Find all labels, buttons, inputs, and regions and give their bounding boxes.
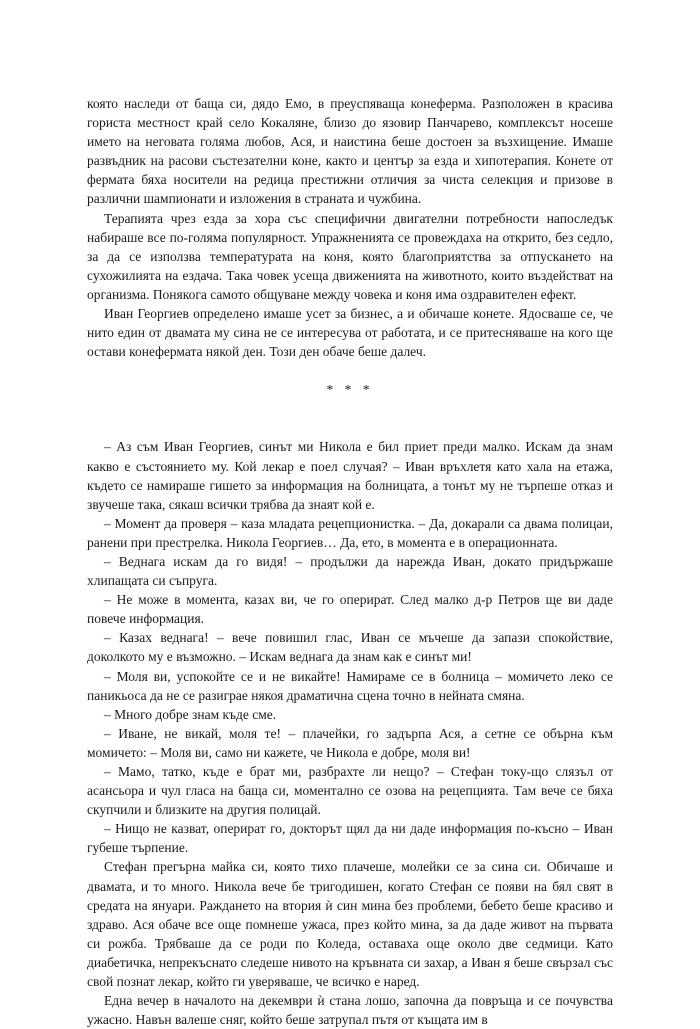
paragraph: която наследи от баща си, дядо Емо, в преуспяваща конеферма. Разположен в красива гориста местност край село Кокаляне, близо до язовир Панчарево, комплексът носеше името на неговата голяма любов, Ася, и наистина беше достоен за възхищение. Имаше развъдник на расови състезателни коне, както и център за езда и хипотерапия. Конете от фермата бяха носители на редица престижни отличия за чиста селекция и призове в различни шампионати и изложения в страната и чужбина.: [87, 96, 613, 207]
paragraph: – Моля ви, успокойте се и не викайте! Намираме се в болница – момичето леко се паникьоса да не се разиграе някоя драматична сцена точно в нейната смяна.: [87, 668, 613, 703]
paragraph: – Много добре знам къде сме.: [104, 706, 277, 722]
paragraph: Стефан прегърна майка си, която тихо плачеше, молейки се за сина си. Обичаше и двамата, и то много. Никола вече бе тригодишен, когато Стефан се появи на бял свят в средата на януари. Раждането на втория ѝ син мина без проблеми, бебето беше красиво и здраво. Ася обаче все още помнеше ужаса, през който мина, за да даде живот на първата си рожба. Трябваше да се роди по Коледа, оставаха още около две седмици. Като диабетичка, непрекъснато следеше нивото на кръвната си захар, а Иван я беше свързал със свой познат лекар, който ги уверяваше, че всичко е наред.: [87, 859, 613, 990]
paragraph: – Иване, не викай, моля те! – плачейки, го задърпа Ася, а сетне се обърна към момичето: – Моля ви, само ни кажете, че Никола е добре, моля ви!: [87, 725, 613, 760]
paragraph: – Мамо, татко, къде е брат ми, разбрахте ли нещо? – Стефан току-що слязъл от асансьора и чул гласа на баща си, моментално се озова на рецепцията. Там вече се бяха скупчили и близките на другия полицай.: [87, 764, 613, 818]
paragraph: – Не може в момента, казах ви, че го оперират. След малко д-р Петров ще ви даде повече информация.: [87, 592, 613, 627]
paragraph: Една вечер в началото на декември ѝ стана лошо, започна да повръща и се почувства ужасно. Навън валеше сняг, който беше затрупал пътя от къщата им в: [87, 993, 613, 1028]
paragraph: – Момент да проверя – каза младата рецепционистка. – Да, докарали са двама полицаи, ранени при престрелка. Никола Георгиев… Да, ето, в момента е в операционната.: [87, 515, 613, 550]
section-after: [87, 437, 613, 1029]
paragraph: Иван Георгиев определено имаше усет за бизнес, а и обичаше конете. Ядосваше се, че нито един от двамата му сина не се интересува от работата, и се притесняваше на кого ще остави конефермата някой ден. Този ден обаче беше далеч.: [87, 306, 613, 360]
paragraph: Терапията чрез езда за хора със специфични двигателни потребности напоследък набираше все по-голяма популярност. Упражненията се провеждаха на открито, без седло, за да се използва температурата на коня, която благоприятства за отпускането на сухожилията на ездача. Така човек усеща движенията на животното, които въздействат на организма. Понякога самото общуване между човека и коня има оздравителен ефект.: [87, 210, 613, 302]
section-before: [87, 94, 613, 361]
section-separator: * * *: [326, 382, 374, 398]
paragraph: – Веднага искам да го видя! – продължи да нарежда Иван, докато придържаше хлипащата си съпруга.: [87, 553, 613, 589]
paragraph: – Казах веднага! – вече повишил глас, Иван се мъчеше да запази спокойствие, доколкото му е възможно. – Искам веднага да знам как е синът ми!: [87, 630, 613, 665]
paragraph: – Нищо не казват, оперират го, докторът щял да ни даде информация по-късно – Иван губеше търпение.: [87, 821, 613, 856]
paragraph: – Аз съм Иван Георгиев, синът ми Никола е бил приет преди малко. Искам да знам какво е състоянието му. Кой лекар е поел случая? – Иван връхлетя като хала на етажа, където се намираше гишето за информация на болницата, а тонът му не търпеше отказ и звучеше така, сякаш всички трябва да знаят кой е.: [87, 439, 613, 512]
